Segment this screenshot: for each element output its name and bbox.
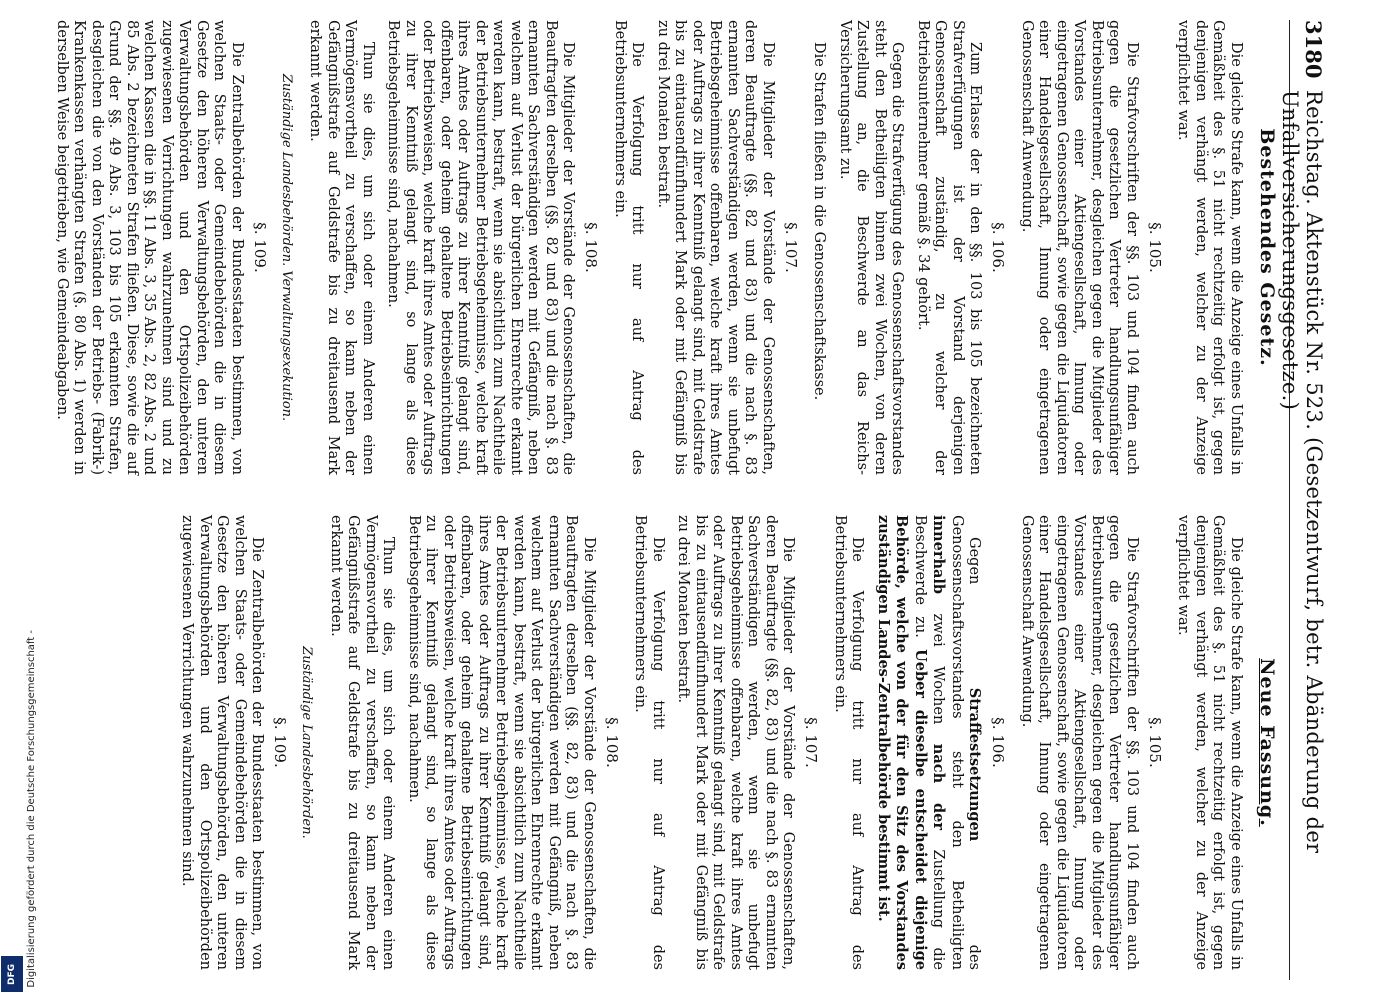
paragraph: Thun sie dies, um sich oder einem Anderen einen Vermögensvortheil zu verschaffen, so kann neben der Gefängnißstrafe auf Geldstrafe bis zu dreitausend Mark erkannt werden.	[307, 20, 376, 475]
dfg-logo: DFG	[1, 956, 23, 992]
paragraph: Die Mitglieder der Vorstände der Genossenschaften, deren Beauftragte (§§. 82 und 83) und die nach §. 83 ernannten Sachverständigen werden, wenn sie unbefugt Betriebsgeheimnisse offenbaren, welche kraft ihres Amtes oder Auftrags zu ihrer Kenntniß gelangt sind, mit Geldstrafe bis zu eintausendfünfhundert Mark oder mit Gefängniß bis zu drei Monaten bestraft.	[655, 20, 776, 475]
text-run: Zustellung die Beschwerde zu.	[912, 515, 947, 970]
paragraph: Die gleiche Strafe kann, wenn die Anzeige eines Unfalls in Gemäßheit des §. 51 nicht rechtzeitig erfolgt ist, gegen denjenigen verhängt werden, welcher zu der Anzeige verpflichtet war.	[1175, 20, 1244, 475]
paragraph: Die Strafvorschriften der §§. 103 und 104 finden auch gegen die gesetzlichen Vertreter handlungsunfähiger Betriebsunternehmer, desgleichen gegen die Mitglieder des Vorstandes einer Aktiengesellschaft, Innung oder eingetragenen Genossenschaft, sowie gegen die Liquidatoren einer Handelsgesellschaft, Innung oder eingetragenen Genossenschaft Anwendung.	[1019, 515, 1140, 970]
running-title: Reichstag. Aktenstück Nr. 523. (Gesetzentwurf, betr. Abänderung der Unfallversicherungsgesetze.)	[1278, 90, 1326, 854]
column-heading-existing: Bestehendes Gesetz.	[1256, 128, 1278, 367]
section-number: §. 108.	[603, 717, 621, 768]
page-header	[1278, 20, 1350, 980]
section-number: §. 107.	[782, 222, 800, 273]
amended-text: Straffestsetzungen	[966, 687, 984, 842]
paragraph: Die Mitglieder der Vorstände der Genossenschaften, deren Beauftragte (§§. 82, 83) und die nach §. 83 ernannten Sachverständigen werden, wenn sie unbefugt Betriebsgeheimnisse offenbaren, welche kraft ihres Amtes oder Auftrags zu ihrer Kenntniß gelangt sind, mit Geldstrafe bis zu eintausendfünfhundert Mark oder mit Gefängniß bis zu drei Monaten bestraft.	[675, 515, 797, 970]
section-number: §. 106.	[989, 717, 1008, 768]
digitization-credit: Digitalisierung gefördert durch die Deutsche Forschungsgemeinschaft -	[26, 630, 37, 988]
amended-text: Ueber dieselbe entscheidet diejenige Behörde, welche von der für den Sitz des Vorstandes zuständigen Landes-Zentralbehörde bestimmt ist.	[875, 515, 929, 970]
scan-gutter	[0, 0, 50, 1000]
paragraph: Die Strafvorschriften der §§. 103 und 104 finden auch gegen die gesetzlichen Vertreter handlungsunfähiger Betriebsunternehmer, desgleichen gegen die Mitglieder des Vorstandes einer Aktiengesellschaft, Innung oder eingetragenen Genossenschaft, sowie gegen die Liquidatoren einer Handelsgesellschaft, Innung oder eingetragenen Genossenschaft Anwendung.	[1019, 20, 1140, 475]
paragraph: Die Mitglieder der Vorstände der Genossenschaften, die Beauftragten derselben (§§. 82 und 83) und die nach §. 83 ernannten Sachverständigen werden mit Gefängniß, neben welchem auf Verlust der bürgerlichen Ehrenrechte erkannt werden kann, bestraft, wenn sie absichtlich zum Nachtheile der Betriebsunternehmer Betriebsgeheimnisse, welche kraft ihres Amtes oder Auftrags zu ihrer Kenntniß gelangt sind, offenbaren, oder geheim gehaltene Betriebseinrichtungen oder Betriebsweisen, welche kraft ihres Amtes oder Auftrags zu ihrer Kenntniß gelangt sind, so lange als diese Betriebsgeheimnisse sind, nachahmen.	[385, 20, 577, 475]
paragraph: Die Verfolgung tritt nur auf Antrag des Betriebsunternehmers ein.	[632, 515, 666, 970]
column-heading-new: Neue Fassung.	[1256, 658, 1278, 827]
amended-text: innerhalb	[930, 515, 948, 595]
column-existing-law	[54, 20, 1284, 475]
paragraph-amended	[874, 515, 984, 970]
column-new-version	[64, 515, 1284, 970]
text-run: des Genossenschaftsvorstandes steht den Betheiligten	[949, 515, 983, 970]
paragraph: Die Verfolgung tritt nur auf Antrag des Betriebsunternehmers ein.	[832, 515, 866, 970]
amended-text: nach der	[930, 743, 948, 831]
section-number: §. 106.	[989, 222, 1008, 273]
paragraph: Thun sie dies, um sich oder einem Anderen einen Vermögensvortheil zu verschaffen, so kann neben der Gefängnißstrafe auf Geldstrafe bis zu dreitausend Mark erkannt werden.	[328, 515, 397, 970]
text-run: zwei Wochen	[930, 594, 947, 744]
paragraph: Die Zentralbehörden der Bundesstaaten bestimmen, von welchen Staats- oder Gemeindebehörden die in diesem Gesetze den höheren Verwaltungsbehörden, den unteren Verwaltungsbehörden und den Ortspolizeibehörden zugewiesenen Verrichtungen wahrzunehmen sind und zu welchen Kassen die in §§. 11 Abs. 3, 35 Abs. 2, 82 Abs. 2 und 85 Abs. 2 bezeichneten Strafen fließen. Diese, sowie die auf Grund der §§. 49 Abs. 3, 103 bis 105 erkannten Strafen, desgleichen die von den Vorständen der Betriebs- (Fabrik-) Krankenkassen verhängten Strafen (§. 80 Abs. 1) werden in derselben Weise beigetrieben, wie Gemeindeabgaben.	[54, 20, 245, 475]
paragraph: Zum Erlasse der in den §§. 103 bis 105 bezeichneten Strafverfügungen ist der Vorstand derjenigen Genossenschaft zuständig, zu welcher der Betriebsunternehmer gemäß §. 34 gehört.	[915, 20, 984, 475]
text-run: Gegen	[966, 537, 983, 688]
section-number: §. 109.	[271, 717, 290, 768]
section-number: §. 105.	[1146, 222, 1164, 273]
paragraph: Die Strafen fließen in die Genossenschaftskasse.	[811, 42, 828, 401]
paragraph: Die Zentralbehörden der Bundesstaaten bestimmen, von welchen Staats- oder Gemeindebehörden die in diesem Gesetze den höheren Verwaltungsbehörden, den unteren Verwaltungsbehörden und den Ortspolizeibehörden zugewiesenen Verrichtungen wahrzunehmen sind.	[179, 515, 266, 970]
section-number: §. 109.	[251, 222, 269, 273]
paragraph: Gegen die Strafverfügung des Genossenschaftsvorstandes steht den Betheiligten binnen zwei Wochen, von deren Zustellung an, die Beschwerde an das Reichs-Versicherungsamt zu.	[837, 20, 906, 475]
section-number: §. 108.	[582, 222, 601, 273]
paragraph: Die Verfolgung tritt nur auf Antrag des Betriebsunternehmers ein.	[612, 20, 646, 475]
section-number: §. 107.	[802, 717, 821, 768]
subheading: Zuständige Landesbehörden.	[299, 646, 315, 839]
paragraph: Die Mitglieder der Vorstände der Genossenschaften, die Beauftragten derselben (§§. 82, 83) und die nach §. 83 ernannten Sachverständigen werden mit Gefängniß, neben welchem auf Verlust der bürgerlichen Ehrenrechte erkannt werden kann, bestraft, wenn sie absichtlich zum Nachtheile der Betriebsunternehmer Betriebsgeheimnisse, welche kraft ihres Amtes oder Auftrags zu ihrer Kenntniß gelangt sind, offenbaren, oder geheim gehaltene Betriebseinrichtungen oder Betriebsweisen, welche kraft ihres Amtes oder Auftrags zu ihrer Kenntniß gelangt sind, so lange als diese Betriebsgeheimnisse sind, nachahmen.	[406, 515, 597, 970]
section-number: §. 105.	[1146, 717, 1164, 768]
document-page	[50, 0, 1350, 1000]
paragraph: Die gleiche Strafe kann, wenn die Anzeige eines Unfalls in Gemäßheit des §. 51 nicht rechtzeitig erfolgt ist, gegen denjenigen verhängt werden, welcher zu der Anzeige verpflichtet war.	[1175, 515, 1244, 970]
page-number: 3180	[1301, 20, 1326, 79]
subheading: Zuständige Landesbehörden. Verwaltungsexekution.	[279, 73, 294, 422]
